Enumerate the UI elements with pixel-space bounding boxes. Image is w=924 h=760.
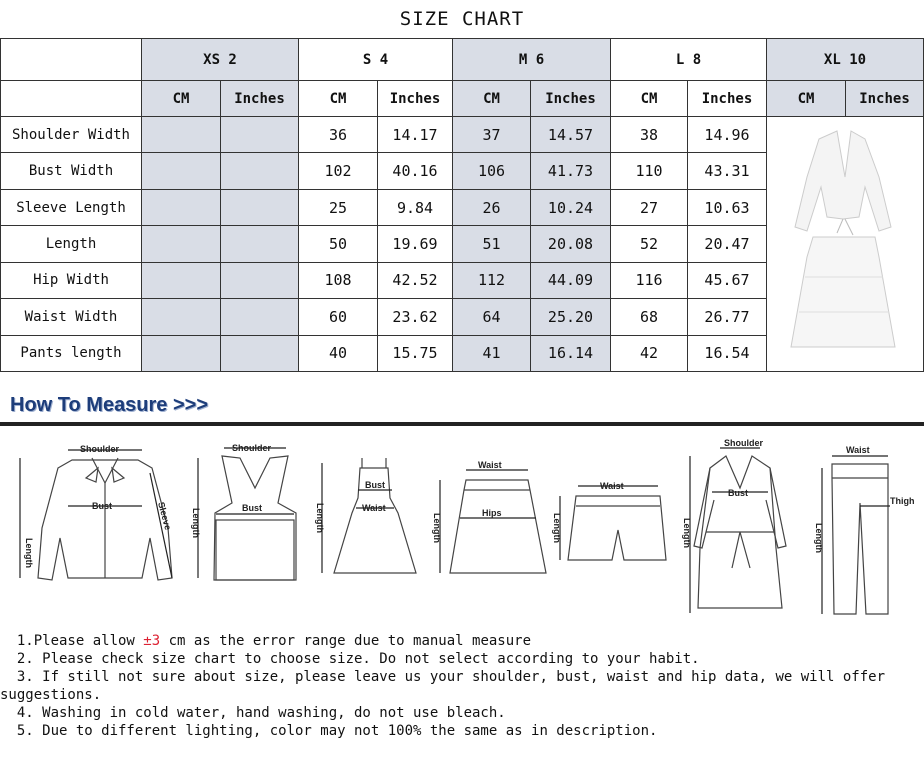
size-value-cell: 45.67: [688, 262, 767, 298]
diagram-label: Length: [814, 523, 824, 553]
size-value-cell: 14.17: [378, 117, 453, 153]
diagram-label: Waist: [846, 445, 870, 455]
size-value-cell: 51: [453, 226, 531, 262]
empty-cell: [221, 335, 299, 371]
size-value-cell: 37: [453, 117, 531, 153]
coat-diagram: [682, 438, 786, 613]
size-header-row: [1, 39, 924, 81]
size-xs-header: XS 2: [142, 39, 299, 81]
size-m-header: M 6: [453, 39, 611, 81]
size-value-cell: 15.75: [378, 335, 453, 371]
diagram-label: Length: [191, 508, 201, 538]
diagram-label: Length: [552, 513, 562, 543]
note-5: 5. Due to different lighting, color may not 100% the same as in description.: [0, 723, 658, 739]
size-value-cell: 25: [299, 189, 378, 225]
empty-cell: [221, 262, 299, 298]
empty-cell: [142, 117, 221, 153]
size-value-cell: 42.52: [378, 262, 453, 298]
size-value-cell: 42: [611, 335, 688, 371]
size-value-cell: 9.84: [378, 189, 453, 225]
unit-cm: CM: [611, 81, 688, 117]
size-value-cell: 20.47: [688, 226, 767, 262]
size-value-cell: 41.73: [531, 153, 611, 189]
measurement-diagrams: [0, 428, 924, 628]
empty-cell: [142, 226, 221, 262]
measure-label: Sleeve Length: [1, 189, 142, 225]
size-value-cell: 14.57: [531, 117, 611, 153]
size-chart-title: SIZE CHART: [399, 8, 525, 30]
size-value-cell: 26.77: [688, 299, 767, 335]
how-to-measure-heading: How To Measure >>>: [10, 394, 209, 416]
unit-cm: CM: [453, 81, 531, 117]
product-photo: [767, 117, 924, 372]
note-1: 1.Please allow ±3 cm as the error range due to manual measure: [16, 633, 532, 649]
blouse-diagram: [20, 444, 173, 580]
diagram-label: Waist: [362, 503, 386, 513]
note-3-cont: suggestions.: [0, 687, 102, 703]
diagram-label: Length: [315, 503, 325, 533]
corner-cell-2: [1, 81, 142, 117]
size-xl-header: XL 10: [767, 39, 924, 81]
diagram-label: Bust: [365, 480, 385, 490]
size-value-cell: 52: [611, 226, 688, 262]
empty-cell: [221, 189, 299, 225]
empty-cell: [142, 299, 221, 335]
measure-label: Shoulder Width: [1, 117, 142, 153]
diagram-label: Thigh: [890, 496, 915, 506]
empty-cell: [142, 335, 221, 371]
unit-inches: Inches: [846, 81, 924, 117]
size-value-cell: 60: [299, 299, 378, 335]
skirt-diagram: [432, 460, 546, 573]
size-value-cell: 50: [299, 226, 378, 262]
empty-cell: [221, 226, 299, 262]
diagram-label: Shoulder: [232, 443, 272, 453]
unit-inches: Inches: [688, 81, 767, 117]
size-value-cell: 116: [611, 262, 688, 298]
unit-header-row: [1, 81, 924, 117]
size-value-cell: 23.62: [378, 299, 453, 335]
empty-cell: [221, 117, 299, 153]
size-value-cell: 108: [299, 262, 378, 298]
empty-cell: [221, 153, 299, 189]
corner-cell: [1, 39, 142, 81]
size-value-cell: 44.09: [531, 262, 611, 298]
note-4: 4. Washing in cold water, hand washing, do not use bleach.: [0, 705, 506, 721]
divider: [0, 422, 924, 426]
size-l-header: L 8: [611, 39, 767, 81]
size-value-cell: 27: [611, 189, 688, 225]
empty-cell: [221, 299, 299, 335]
size-value-cell: 38: [611, 117, 688, 153]
size-value-cell: 43.31: [688, 153, 767, 189]
unit-cm: CM: [142, 81, 221, 117]
diagram-label: Length: [682, 518, 692, 548]
dress-diagram: [315, 458, 416, 573]
size-value-cell: 64: [453, 299, 531, 335]
size-value-cell: 41: [453, 335, 531, 371]
size-value-cell: 10.24: [531, 189, 611, 225]
unit-cm: CM: [299, 81, 378, 117]
size-value-cell: 36: [299, 117, 378, 153]
size-value-cell: 25.20: [531, 299, 611, 335]
diagram-label: Waist: [478, 460, 502, 470]
empty-cell: [142, 262, 221, 298]
size-chart-table: [0, 38, 924, 372]
diagram-label: Hips: [482, 508, 502, 518]
diagram-label: Bust: [242, 503, 262, 513]
shorts-diagram: [552, 481, 666, 560]
size-value-cell: 16.14: [531, 335, 611, 371]
unit-inches: Inches: [221, 81, 299, 117]
diagram-label: Shoulder: [724, 438, 764, 448]
notes-block: [0, 632, 924, 740]
empty-cell: [142, 153, 221, 189]
size-s-header: S 4: [299, 39, 453, 81]
unit-inches: Inches: [378, 81, 453, 117]
unit-inches: Inches: [531, 81, 611, 117]
size-value-cell: 14.96: [688, 117, 767, 153]
diagram-label: Length: [24, 538, 34, 568]
diagram-label: Sleeve: [156, 500, 174, 532]
size-value-cell: 19.69: [378, 226, 453, 262]
note-3: 3. If still not sure about size, please leave us your shoulder, bust, waist and hip data, we will offer: [0, 669, 886, 685]
size-value-cell: 110: [611, 153, 688, 189]
diagram-label: Shoulder: [80, 444, 120, 454]
size-value-cell: 20.08: [531, 226, 611, 262]
diagram-label: Bust: [92, 501, 112, 511]
size-value-cell: 40: [299, 335, 378, 371]
measure-label: Pants length: [1, 335, 142, 371]
note-2: 2. Please check size chart to choose size. Do not select according to your habit.: [0, 651, 700, 667]
unit-cm: CM: [767, 81, 846, 117]
size-value-cell: 40.16: [378, 153, 453, 189]
diagram-label: Waist: [600, 481, 624, 491]
size-value-cell: 68: [611, 299, 688, 335]
diagram-label: Bust: [728, 488, 748, 498]
size-value-cell: 26: [453, 189, 531, 225]
pants-diagram: [814, 445, 915, 614]
table-row: [1, 117, 924, 153]
empty-cell: [142, 189, 221, 225]
size-value-cell: 102: [299, 153, 378, 189]
measure-label: Bust Width: [1, 153, 142, 189]
size-value-cell: 112: [453, 262, 531, 298]
size-value-cell: 16.54: [688, 335, 767, 371]
measure-label: Hip Width: [1, 262, 142, 298]
measure-label: Length: [1, 226, 142, 262]
product-image: [767, 117, 923, 367]
tank-diagram: [191, 443, 296, 580]
diagram-label: Length: [432, 513, 442, 543]
size-value-cell: 106: [453, 153, 531, 189]
size-value-cell: 10.63: [688, 189, 767, 225]
measure-label: Waist Width: [1, 299, 142, 335]
